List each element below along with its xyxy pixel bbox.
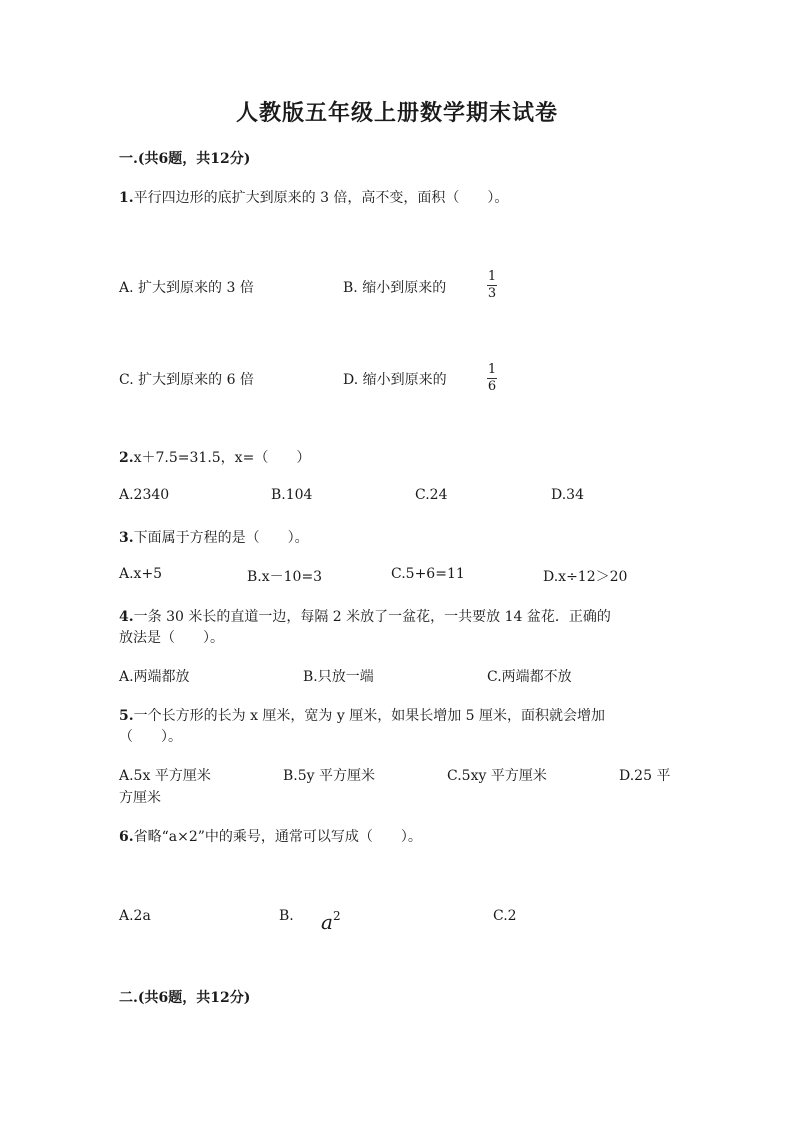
option-d: D. 缩小到原来的	[343, 372, 447, 388]
question-text: 平行四边形的底扩大到原来的 3 倍，高不变，面积（ ）。	[133, 190, 509, 206]
question-5	[119, 705, 605, 725]
option-d: D.34	[551, 487, 584, 503]
fraction-one-third	[487, 270, 497, 301]
option-c: C. 扩大到原来的 6 倍	[119, 372, 254, 388]
option-b: B.只放一端	[303, 669, 374, 685]
question-text: 下面属于方程的是（ ）。	[133, 530, 309, 546]
question-number: 4.	[119, 609, 134, 625]
question-text: x＋7.5=31.5，x=（ ）	[133, 450, 311, 466]
question-number: 5.	[119, 708, 134, 724]
page-title: 人教版五年级上册数学期末试卷	[235, 100, 558, 126]
option-b: B.104	[271, 487, 313, 503]
option-c: C.5+6=11	[391, 566, 465, 582]
question-5-continued: （ ）。	[119, 729, 182, 745]
fraction-denominator: 3	[487, 286, 497, 301]
section-heading-2: 二.(共6题，共12分)	[119, 990, 251, 1006]
question-text: 一个长方形的长为 x 厘米，宽为 y 厘米，如果长增加 5 厘米，面积就会增加	[133, 708, 606, 724]
option-d: D.x÷12＞20	[543, 569, 628, 585]
section-heading-1: 一.(共6题，共12分)	[119, 151, 251, 167]
option-b: B.5y 平方厘米	[283, 768, 376, 784]
option-c: C.两端都不放	[487, 669, 572, 685]
option-b: B.	[279, 908, 294, 924]
option-c: C.2	[493, 908, 517, 924]
question-number: 1.	[119, 190, 134, 206]
option-a: A.x+5	[119, 566, 163, 582]
option-a: A. 扩大到原来的 3 倍	[119, 280, 254, 296]
option-a: A.2340	[119, 487, 170, 503]
fraction-numerator: 1	[487, 269, 497, 284]
option-b: B. 缩小到原来的	[343, 280, 447, 296]
option-b: B.x－10=3	[247, 569, 323, 585]
fraction-denominator: 6	[487, 379, 497, 394]
question-number: 6.	[119, 829, 134, 845]
math-exponent: 2	[332, 909, 341, 923]
option-d: D.25 平	[619, 768, 671, 784]
question-4-continued: 放法是（ ）。	[119, 630, 224, 646]
option-c: C.24	[415, 487, 448, 503]
math-a-squared	[321, 909, 341, 934]
math-base: a	[321, 910, 333, 934]
fraction-one-sixth	[487, 363, 497, 394]
fraction-numerator: 1	[487, 362, 497, 377]
option-a: A.2a	[119, 908, 151, 924]
option-a: A.5x 平方厘米	[119, 768, 211, 784]
option-a: A.两端都放	[119, 669, 190, 685]
question-number: 2.	[119, 450, 134, 466]
option-d-continued: 方厘米	[119, 790, 161, 806]
question-text: 一条 30 米长的直道一边，每隔 2 米放了一盆花，一共要放 14 盆花．正确的	[133, 609, 611, 625]
question-6	[119, 826, 422, 846]
option-c: C.5xy 平方厘米	[447, 768, 547, 784]
question-3	[119, 527, 309, 547]
question-text: 省略“a×2”中的乘号，通常可以写成（ ）。	[133, 829, 422, 845]
question-2	[119, 447, 310, 467]
question-4	[119, 606, 611, 626]
question-1	[119, 187, 508, 207]
question-number: 3.	[119, 530, 134, 546]
